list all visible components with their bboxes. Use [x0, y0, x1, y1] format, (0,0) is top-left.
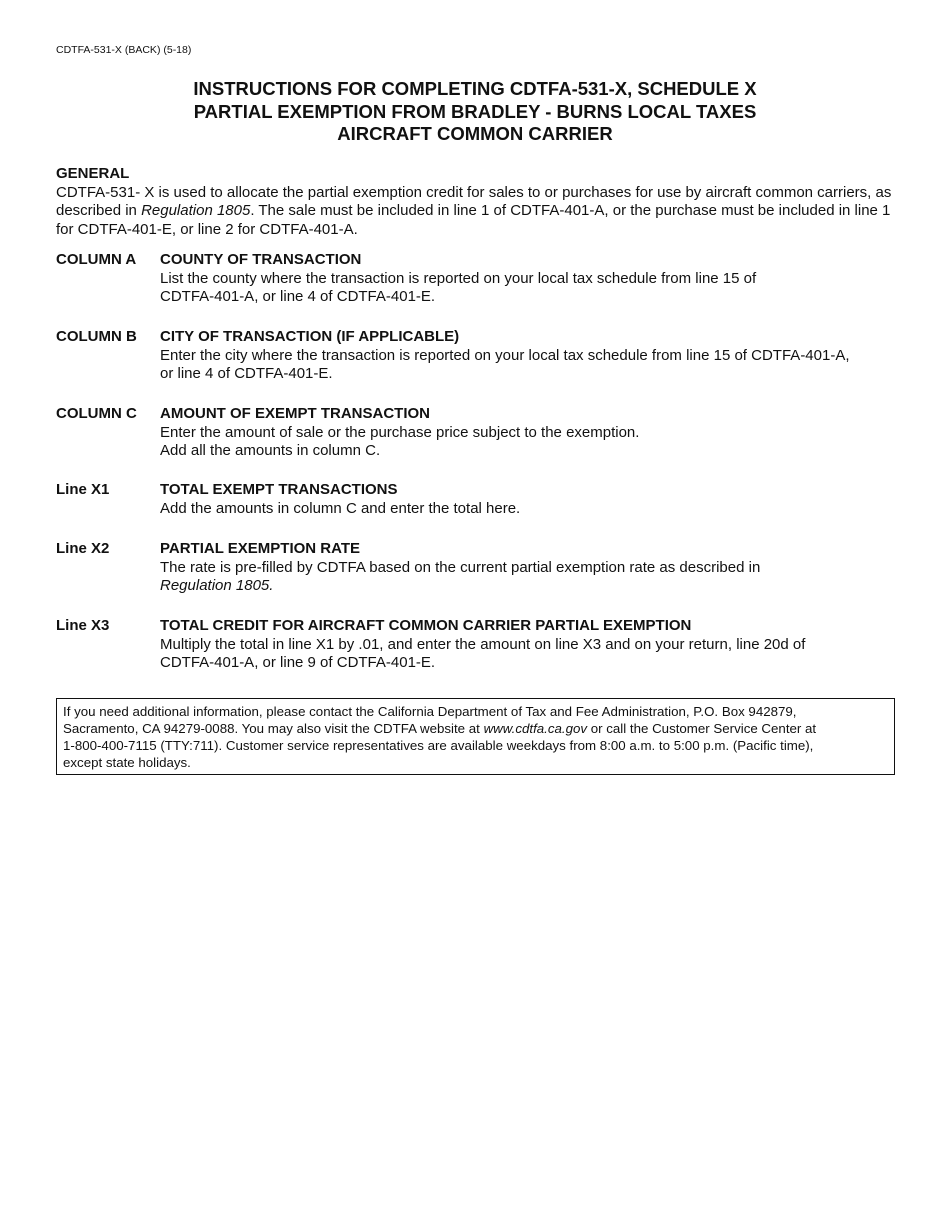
entry-line-1: Enter the amount of sale or the purchase price subject to the exemption.: [160, 423, 640, 441]
general-section: [56, 165, 896, 239]
general-text: [56, 184, 896, 240]
note-line-2-part-1: Sacramento, CA 94279-0088. You may also visit the CDTFA website at: [63, 721, 484, 736]
entry-label: COLUMN A: [56, 251, 137, 268]
entry-label: COLUMN B: [56, 328, 137, 345]
note-line-2: [63, 720, 888, 737]
note-line-3: 1-800-400-7115 (TTY:711). Customer service representatives are available weekdays from 8:00 a.m. to 5:00 p.m. (Pacific time),: [63, 738, 814, 753]
entry-heading: TOTAL CREDIT FOR AIRCRAFT COMMON CARRIER PARTIAL EXEMPTION: [160, 617, 692, 634]
entry-heading: COUNTY OF TRANSACTION: [160, 251, 362, 268]
general-text-part-1: CDTFA-531- X is used to allocate the partial exemption credit for sales to or purchases for use by aircraft common carriers, as described in: [56, 183, 892, 219]
regulation-reference: Regulation 1805.: [160, 577, 274, 594]
note-line-4: except state holidays.: [63, 755, 191, 770]
title-line-2: PARTIAL EXEMPTION FROM BRADLEY - BURNS LOCAL TAXES: [193, 100, 757, 122]
entry-line-1: Multiply the total in line X1 by .01, and enter the amount on line X3 and on your return, line 20d of: [160, 635, 806, 653]
entry-heading: AMOUNT OF EXEMPT TRANSACTION: [160, 405, 430, 422]
entry-label: Line X3: [56, 617, 110, 634]
entry-content: [160, 540, 895, 596]
entry-label: Line X1: [56, 481, 110, 498]
page-title: [0, 78, 950, 146]
website-link[interactable]: www.cdtfa.ca.gov: [483, 721, 588, 736]
entry-content: [160, 481, 895, 518]
general-heading: GENERAL: [56, 165, 130, 182]
entry-heading: PARTIAL EXEMPTION RATE: [160, 540, 361, 557]
entry-content: [160, 328, 895, 384]
entry-content: [160, 617, 895, 673]
entry-content: [160, 405, 895, 461]
title-line-3: AIRCRAFT COMMON CARRIER: [337, 123, 613, 144]
entry-content: [160, 251, 895, 307]
entry-line-1: Enter the city where the transaction is reported on your local tax schedule from line 15 of CDTFA-401-A,: [160, 346, 850, 364]
contact-info-box: [56, 698, 895, 775]
entry-line-2: CDTFA-401-A, or line 9 of CDTFA-401-E.: [160, 654, 436, 671]
note-line-2-part-2: or call the Customer Service Center at: [587, 721, 817, 736]
entry-line-1: List the county where the transaction is reported on your local tax schedule from line 15 of: [160, 269, 757, 287]
entry-label: Line X2: [56, 540, 110, 557]
entry-line-2: [160, 577, 895, 596]
general-text-part-2: . The sale must be included in line 1 of CDTFA-401-A, or the purchase must be included in line 1 for CDTFA-401-E, or line 2 for CDTFA-401-A.: [56, 202, 891, 238]
entry-line-1: The rate is pre-filled by CDTFA based on the current partial exemption rate as described in: [160, 558, 761, 576]
entry-heading: TOTAL EXEMPT TRANSACTIONS: [160, 481, 398, 498]
entry-line-2: Add all the amounts in column C.: [160, 442, 381, 459]
entry-line-2: or line 4 of CDTFA-401-E.: [160, 365, 333, 382]
regulation-reference: Regulation 1805: [141, 202, 251, 219]
entry-label: COLUMN C: [56, 405, 137, 422]
entry-line-2: CDTFA-401-A, or line 4 of CDTFA-401-E.: [160, 288, 436, 305]
note-line-1: If you need additional information, please contact the California Department of Tax and Fee Administration, P.O. Box 942879,: [63, 704, 797, 719]
entry-line-1: Add the amounts in column C and enter the total here.: [160, 499, 521, 517]
entry-heading: CITY OF TRANSACTION (IF APPLICABLE): [160, 328, 460, 345]
form-id: CDTFA-531-X (BACK) (5-18): [56, 44, 192, 56]
title-line-1: INSTRUCTIONS FOR COMPLETING CDTFA-531-X, SCHEDULE X: [193, 78, 757, 99]
